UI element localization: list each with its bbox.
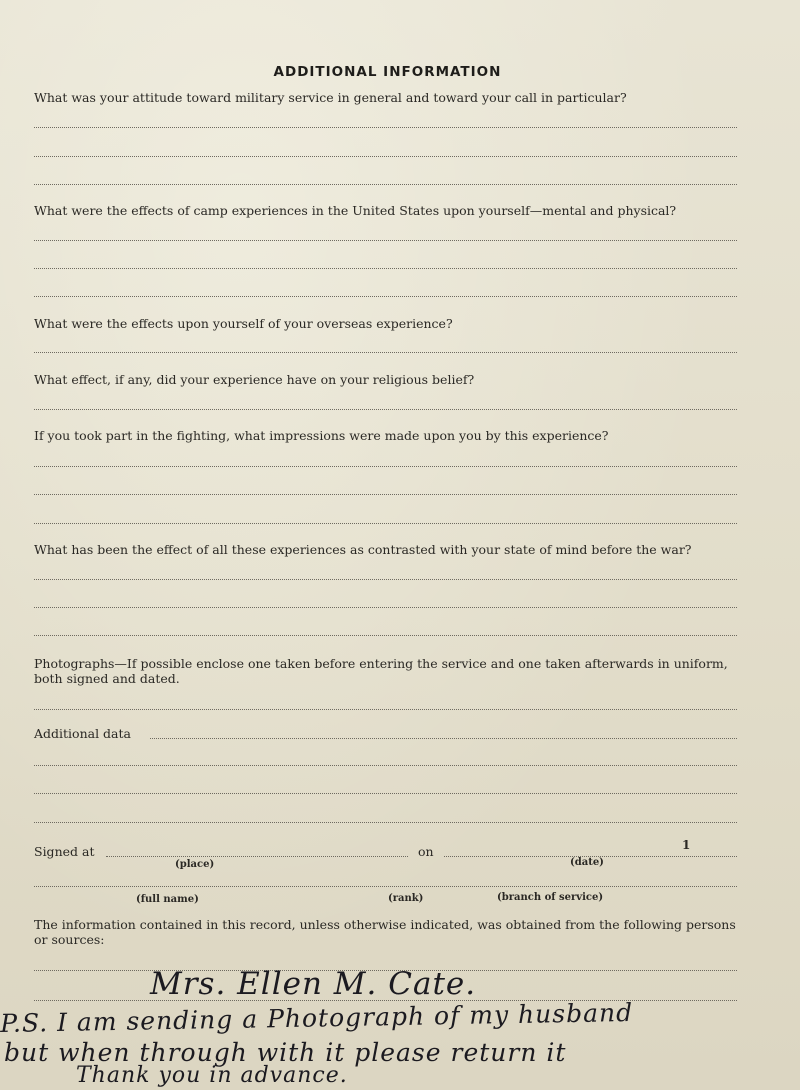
answer-line (34, 466, 737, 467)
place-caption: (place) (175, 859, 215, 870)
place-line (106, 856, 408, 857)
answer-line (34, 184, 737, 185)
answer-line (34, 409, 737, 410)
question-fighting: If you took part in the fighting, what impressions were made upon you by this experience? (34, 428, 609, 443)
question-religious-belief: What effect, if any, did your experience have on your religious belief? (34, 372, 475, 387)
year-prefix: 1 (682, 838, 691, 852)
answer-line (150, 738, 737, 739)
answer-line (34, 494, 737, 495)
handwritten-postscript-line3: Thank you in advance. (76, 1063, 348, 1088)
full-name-caption: (full name) (136, 894, 199, 905)
question-attitude: What was your attitude toward military service in general and toward your call in particular? (34, 90, 627, 105)
handwritten-source-name: Mrs. Ellen M. Cate. (150, 966, 477, 1002)
name-rank-branch-line (34, 886, 737, 887)
answer-line (34, 635, 737, 636)
answer-line (34, 268, 737, 269)
answer-line (34, 156, 737, 157)
signed-at-label: Signed at (34, 844, 95, 859)
answer-line (34, 240, 737, 241)
photographs-instructions: Photographs—If possible enclose one taken before entering the service and one taken afterwards in uniform, both signed and dated. (34, 656, 728, 686)
handwritten-postscript-line1: P.S. I am sending a Photograph of my husband (0, 997, 634, 1038)
answer-line (34, 709, 737, 710)
answer-line (34, 607, 737, 608)
answer-line (34, 127, 737, 128)
on-label: on (418, 844, 434, 859)
question-camp-effects: What were the effects of camp experiences in the United States upon yourself—mental and physical? (34, 203, 677, 218)
date-caption: (date) (570, 857, 604, 868)
handwritten-postscript-line2: but when through with it please return it (4, 1038, 567, 1067)
question-state-of-mind: What has been the effect of all these experiences as contrasted with your state of mind before the war? (34, 542, 692, 557)
answer-line (34, 523, 737, 524)
answer-line (34, 296, 737, 297)
page-title: ADDITIONAL INFORMATION (273, 64, 502, 80)
answer-line (34, 793, 737, 794)
answer-line (34, 352, 737, 353)
branch-caption: (branch of service) (497, 892, 604, 903)
rank-caption: (rank) (388, 893, 424, 904)
question-overseas: What were the effects upon yourself of your overseas experience? (34, 316, 453, 331)
answer-line (34, 579, 737, 580)
additional-data-label: Additional data (34, 726, 131, 741)
answer-line (34, 765, 737, 766)
answer-line (34, 822, 737, 823)
sources-statement: The information contained in this record, unless otherwise indicated, was obtained from the following persons or sources: (34, 917, 736, 947)
